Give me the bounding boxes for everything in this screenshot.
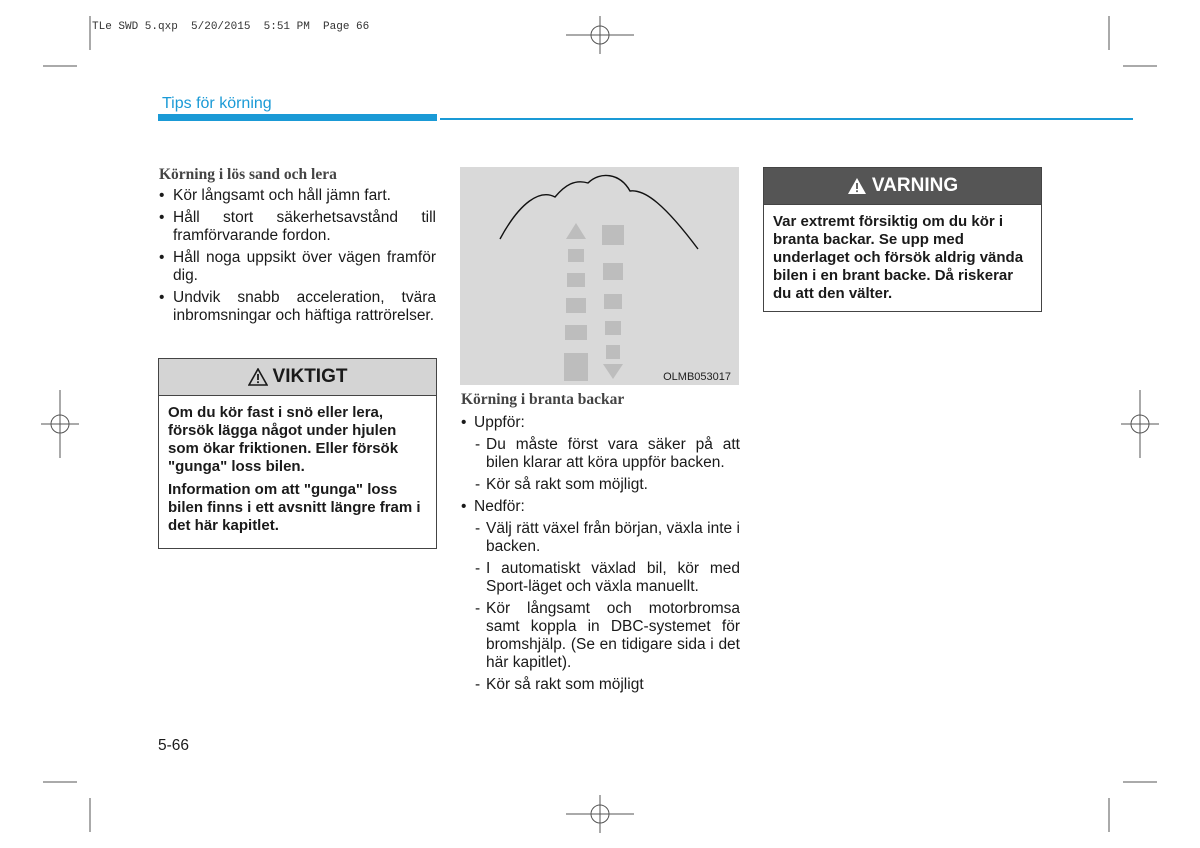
viktigt-paragraph: Om du kör fast i snö eller lera, försök lägga något under hjulen som ökar friktionen. Eller försök "gunga" loss bilen. (168, 404, 399, 475)
list-item: - Kör så rakt som möjligt (475, 676, 644, 693)
list-item: • Kör långsamt och håll jämn fart. (159, 187, 436, 205)
varning-body (764, 205, 1041, 318)
viktigt-title: VIKTIGT (272, 366, 348, 387)
varning-header (764, 168, 1041, 205)
varning-paragraph: Var extremt försiktig om du kör i branta backar. Se upp med underlaget och försök aldrig vända bilen i en brant backe. Då riskerar du att den välter. (773, 213, 1024, 302)
section-title: Tips för körning (162, 95, 272, 112)
viktigt-paragraph: Information om att "gunga" loss bilen finns i ett avsnitt längre fram i det här kapitlet. (168, 481, 421, 534)
slope-illustration (460, 167, 739, 385)
caution-icon (248, 368, 268, 386)
up-arrow-head (566, 223, 586, 239)
figure-code: OLMB053017 (663, 371, 731, 383)
varning-title: VARNING (871, 175, 959, 196)
warning-icon (847, 177, 867, 195)
varning-box (763, 167, 1042, 312)
viktigt-header (159, 359, 436, 396)
down-arrow-head (603, 364, 623, 379)
sand-list (159, 187, 436, 325)
steep-slope-figure (460, 167, 739, 385)
sand-heading: Körning i lös sand och lera (159, 166, 337, 183)
list-item: • Undvik snabb acceleration, tvära inbromsningar och häftiga rattrörelser. (159, 289, 436, 325)
list-item: - Du måste först vara säker på att bilen klarar att köra uppför backen. (475, 436, 740, 471)
sand-section (159, 166, 436, 329)
page-number: 5-66 (158, 737, 190, 754)
list-item: - Kör så rakt som möjligt. (475, 476, 648, 493)
viktigt-body (159, 396, 436, 550)
list-item: - Välj rätt växel från början, växla inte i backen. (475, 520, 740, 555)
list-item: • Håll noga uppsikt över vägen framför dig. (159, 249, 436, 285)
hills-section (461, 414, 740, 698)
list-item: • Håll stort säkerhetsavstånd till framförvarande fordon. (159, 209, 436, 245)
figure-caption: Körning i branta backar (461, 391, 625, 408)
list-item: - Kör långsamt och motorbromsa samt koppla in DBC-systemet för bromshjälp. (Se en tidigare sida i det här kapitlet). (475, 600, 740, 671)
uphill-label: • Uppför: (461, 414, 740, 432)
header-rule (440, 118, 1133, 120)
print-slug: TLe SWD 5.qxp 5/20/2015 5:51 PM Page 66 (92, 21, 370, 33)
downhill-label: • Nedför: (461, 498, 740, 516)
viktigt-box (158, 358, 437, 549)
list-item: - I automatiskt växlad bil, kör med Sport-läget och växla manuellt. (475, 560, 740, 595)
header-bar (158, 114, 437, 121)
